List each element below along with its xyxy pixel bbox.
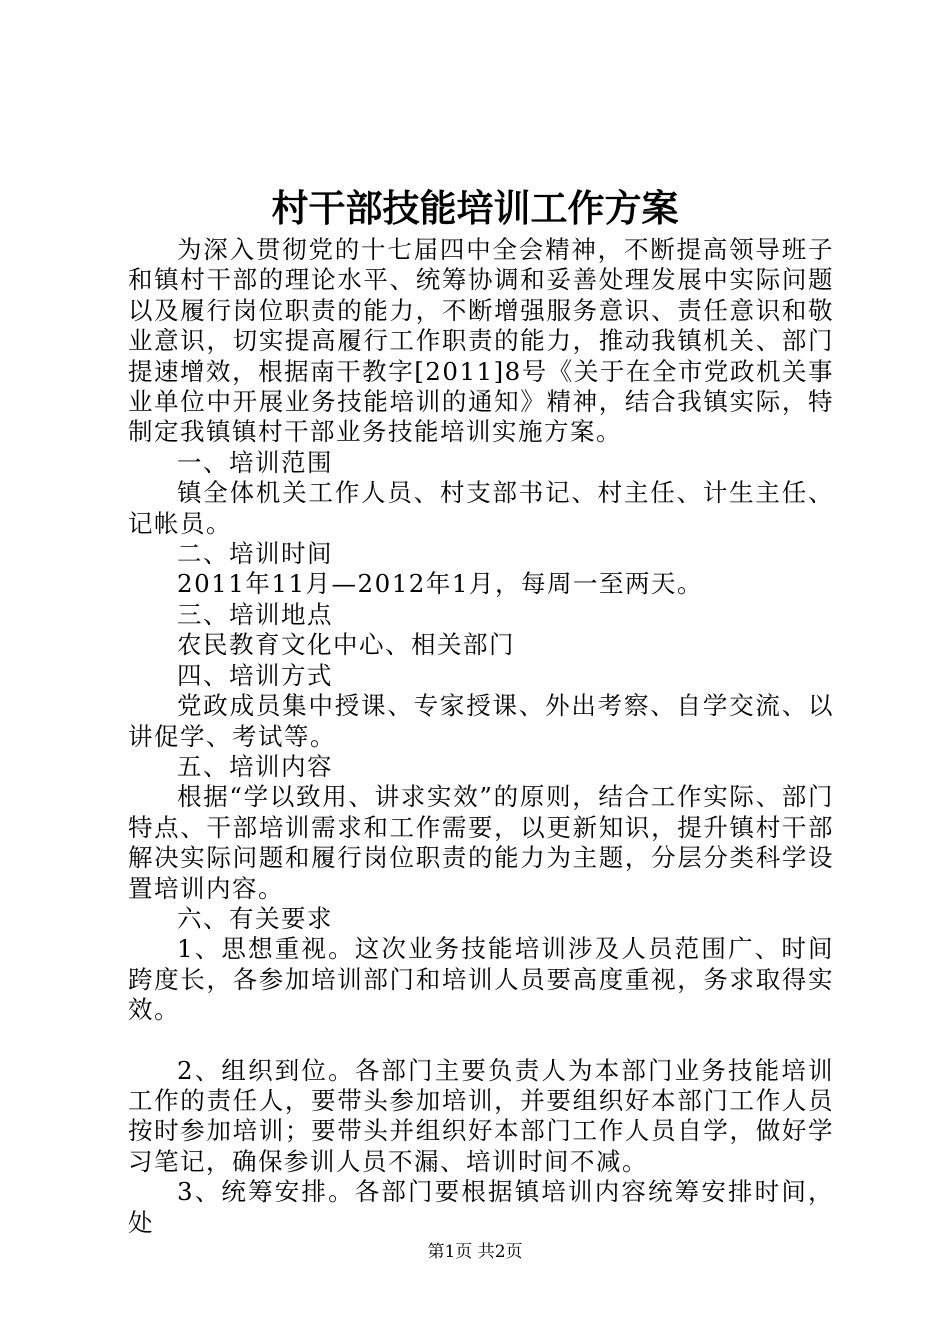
section-heading-scope: 一、培训范围: [177, 447, 333, 477]
paragraph-time: 2011年11月—2012年1月，每周一至两天。: [177, 569, 703, 599]
document-body: [128, 235, 834, 1238]
paragraph-requirement-1: 1、思想重视。这次业务技能培训涉及人员范围广、时间跨度长，各参加培训部门和培训人员要高度重视，务求取得实效。: [128, 934, 834, 1025]
section-heading-requirements: 六、有关要求: [177, 903, 333, 933]
section-heading-content: 五、培训内容: [177, 751, 333, 781]
paragraph-requirement-3: 3、统筹安排。各部门要根据镇培训内容统筹安排时间，处: [128, 1177, 834, 1237]
paragraph-method: 党政成员集中授课、专家授课、外出考察、自学交流、以讲促学、考试等。: [128, 691, 834, 751]
paragraph-content: 根据“学以致用、讲求实效”的原则，结合工作实际、部门特点、干部培训需求和工作需要，以更新知识，提升镇村干部解决实际问题和履行岗位职责的能力为主题，分层分类科学设置培训内容。: [128, 782, 834, 903]
paragraph-location: 农民教育文化中心、相关部门: [177, 630, 515, 660]
paragraph-intro: 为深入贯彻党的十七届四中全会精神，不断提高领导班子和镇村干部的理论水平、统筹协调和妥善处理发展中实际问题以及履行岗位职责的能力，不断增强服务意识、责任意识和敬业意识，切实提高履行工作职责的能力，推动我镇机关、部门提速增效，根据南干教字[2011]8号《关于在全市党政机关事业单位中开展业务技能培训的通知》精神，结合我镇实际，特制定我镇镇村干部业务技能培训实施方案。: [128, 235, 834, 447]
document-title: 村干部技能培训工作方案: [271, 186, 679, 230]
section-heading-time: 二、培训时间: [177, 539, 333, 569]
paragraph-requirement-2: 2、组织到位。各部门主要负责人为本部门业务技能培训工作的责任人，要带头参加培训，并要组织好本部门工作人员按时参加培训；要带头并组织好本部门工作人员自学，做好学习笔记，确保参训人员不漏、培训时间不减。: [128, 1055, 834, 1176]
section-heading-location: 三、培训地点: [177, 599, 333, 629]
paragraph-scope: 镇全体机关工作人员、村支部书记、村主任、计生主任、记帐员。: [128, 478, 834, 538]
page-indicator: 第1页 共2页: [427, 1242, 523, 1262]
section-heading-method: 四、培训方式: [177, 660, 333, 690]
